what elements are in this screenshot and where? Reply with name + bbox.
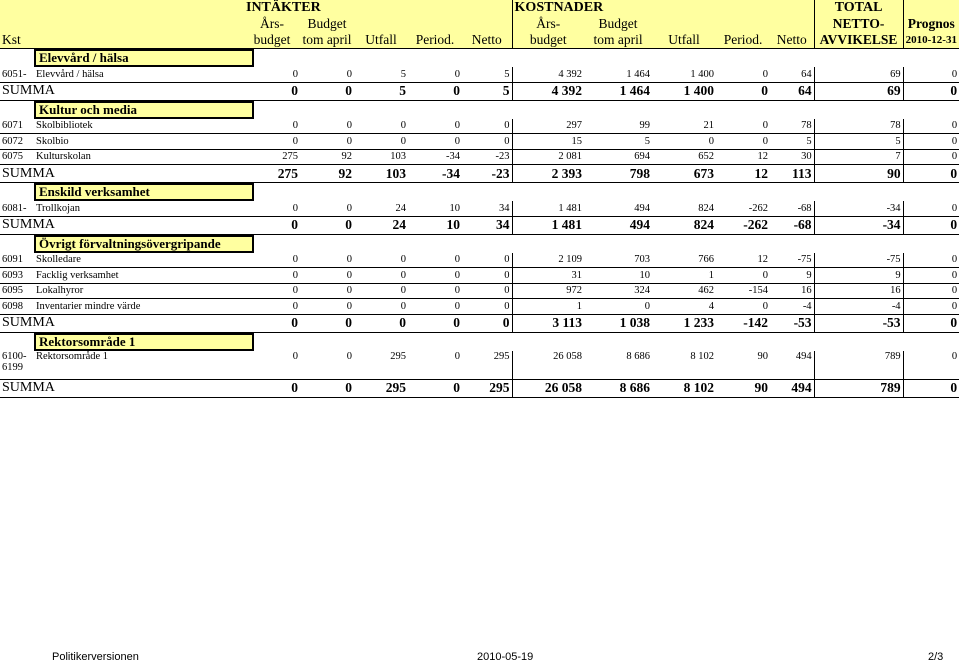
row-name: Skolledare: [34, 253, 244, 268]
value-cell: -75: [770, 253, 814, 268]
value-cell: 0: [462, 268, 512, 284]
value-cell: 0: [354, 268, 408, 284]
value-cell: 972: [512, 283, 584, 299]
value-cell: 0: [408, 119, 462, 134]
row-name: Elevvård / hälsa: [34, 67, 244, 82]
value-cell: 0: [300, 268, 354, 284]
summa-row: [0, 82, 959, 100]
value-cell: 1 481: [512, 201, 584, 216]
value-cell: 0: [300, 253, 354, 268]
row-name: Facklig verksamhet: [34, 268, 244, 284]
value-cell: 0: [903, 253, 959, 268]
footer-date: 2010-05-19: [477, 651, 534, 663]
value-cell: 0: [903, 268, 959, 284]
budget-label-1: Budget: [300, 16, 354, 32]
value-cell: 0: [462, 253, 512, 268]
section-title-cell: [34, 49, 959, 68]
value-cell: 2 081: [512, 149, 584, 165]
footer-page-number: 2/3: [928, 651, 944, 663]
summa-value: -142: [716, 314, 770, 332]
value-cell: 0: [408, 351, 462, 380]
summa-row: [0, 165, 959, 183]
netto-1: Netto: [462, 32, 512, 49]
summa-value: 0: [300, 314, 354, 332]
value-cell: 1: [512, 299, 584, 315]
value-cell: 90: [716, 351, 770, 380]
summa-value: 0: [244, 82, 300, 100]
total-heading: TOTAL: [814, 0, 903, 16]
value-cell: 0: [244, 283, 300, 299]
ars-label-1: Års-: [244, 16, 300, 32]
value-cell: 703: [584, 253, 652, 268]
summa-label: SUMMA: [0, 379, 244, 397]
value-cell: 34: [462, 201, 512, 216]
value-cell: 0: [408, 299, 462, 315]
summa-value: 0: [716, 82, 770, 100]
value-cell: 0: [300, 201, 354, 216]
kst-code: [0, 119, 34, 134]
section-title-cell: [34, 100, 959, 119]
value-cell: 10: [408, 201, 462, 216]
summa-value: 1 038: [584, 314, 652, 332]
summa-value: -34: [814, 216, 903, 234]
summa-value: 5: [462, 82, 512, 100]
summa-value: 69: [814, 82, 903, 100]
summa-value: -68: [770, 216, 814, 234]
tom-april-2: tom april: [584, 32, 652, 49]
summa-value: 90: [716, 379, 770, 397]
section-spacer: [0, 49, 34, 68]
kst-code: [0, 201, 34, 216]
footer-version: Politikerversionen: [52, 651, 139, 663]
value-cell: 0: [408, 268, 462, 284]
kst-code: [0, 67, 34, 82]
summa-value: 0: [244, 216, 300, 234]
table-row: [0, 283, 959, 299]
value-cell: 7: [814, 149, 903, 165]
value-cell: 0: [716, 134, 770, 150]
value-cell: 78: [814, 119, 903, 134]
summa-row: [0, 379, 959, 397]
value-cell: 0: [408, 134, 462, 150]
summa-value: 798: [584, 165, 652, 183]
summa-value: 295: [462, 379, 512, 397]
value-cell: 2 109: [512, 253, 584, 268]
kst-code: [0, 134, 34, 150]
summa-value: 1 464: [584, 82, 652, 100]
section-title: Elevvård / hälsa: [34, 49, 254, 67]
value-cell: 10: [584, 268, 652, 284]
value-cell: 0: [244, 134, 300, 150]
summa-label: SUMMA: [0, 216, 244, 234]
value-cell: 0: [903, 119, 959, 134]
value-cell: 8 102: [652, 351, 716, 380]
value-cell: -34: [408, 149, 462, 165]
value-cell: 295: [354, 351, 408, 380]
section-title-cell: [34, 183, 959, 202]
value-cell: 462: [652, 283, 716, 299]
value-cell: -75: [814, 253, 903, 268]
table-row: [0, 253, 959, 268]
summa-value: 8 686: [584, 379, 652, 397]
kst-code: [0, 283, 34, 299]
intakter-heading: INTÄKTER: [244, 0, 512, 16]
value-cell: 1 400: [652, 67, 716, 82]
value-cell: 0: [716, 67, 770, 82]
summa-value: -53: [814, 314, 903, 332]
table-row: [0, 134, 959, 150]
value-cell: 0: [903, 351, 959, 380]
prognos-heading: Prognos: [903, 16, 959, 32]
table-row: [0, 149, 959, 165]
value-cell: 0: [903, 299, 959, 315]
value-cell: -23: [462, 149, 512, 165]
row-name: Lokalhyror: [34, 283, 244, 299]
kst-code-value: 6051-: [2, 68, 27, 80]
netto-total-label: NETTO-: [814, 16, 903, 32]
summa-value: 0: [244, 314, 300, 332]
value-cell: 652: [652, 149, 716, 165]
value-cell: 0: [903, 149, 959, 165]
value-cell: 12: [716, 149, 770, 165]
kst-code: [0, 351, 34, 380]
summa-value: 92: [300, 165, 354, 183]
row-name: Skolbio: [34, 134, 244, 150]
value-cell: 12: [716, 253, 770, 268]
value-cell: 31: [512, 268, 584, 284]
row-name: Inventarier mindre värde: [34, 299, 244, 315]
value-cell: 16: [770, 283, 814, 299]
value-cell: -68: [770, 201, 814, 216]
summa-value: 34: [462, 216, 512, 234]
value-cell: 766: [652, 253, 716, 268]
summa-value: 1 233: [652, 314, 716, 332]
value-cell: 0: [652, 134, 716, 150]
tom-april-1: tom april: [300, 32, 354, 49]
utfall-2: Utfall: [652, 32, 716, 49]
table-row: [0, 67, 959, 82]
section-title: Övrigt förvaltningsövergripande: [34, 235, 254, 253]
summa-value: 824: [652, 216, 716, 234]
summa-value: 103: [354, 165, 408, 183]
section-header-row: [0, 100, 959, 119]
summa-value: 0: [903, 216, 959, 234]
value-cell: 0: [244, 119, 300, 134]
section-title: Enskild verksamhet: [34, 183, 254, 201]
summa-value: 789: [814, 379, 903, 397]
summa-value: -34: [408, 165, 462, 183]
value-cell: 0: [244, 201, 300, 216]
value-cell: 9: [814, 268, 903, 284]
summa-value: 2 393: [512, 165, 584, 183]
value-cell: 69: [814, 67, 903, 82]
summa-row: [0, 216, 959, 234]
section-spacer: [0, 234, 34, 253]
budget-label-2: Budget: [584, 16, 652, 32]
value-cell: 0: [354, 134, 408, 150]
value-cell: 0: [354, 253, 408, 268]
value-cell: -34: [814, 201, 903, 216]
summa-value: 295: [354, 379, 408, 397]
summa-value: 494: [584, 216, 652, 234]
section-header-row: [0, 183, 959, 202]
value-cell: 789: [814, 351, 903, 380]
value-cell: 0: [300, 134, 354, 150]
summa-value: 64: [770, 82, 814, 100]
value-cell: 0: [462, 299, 512, 315]
summa-value: 8 102: [652, 379, 716, 397]
value-cell: 494: [584, 201, 652, 216]
value-cell: 0: [408, 253, 462, 268]
value-cell: 324: [584, 283, 652, 299]
value-cell: 1 464: [584, 67, 652, 82]
kst-code: [0, 299, 34, 315]
kst-code-value-2: 6199: [2, 361, 23, 373]
kst-code: [0, 149, 34, 165]
summa-label: SUMMA: [0, 82, 244, 100]
value-cell: 21: [652, 119, 716, 134]
kst-code: [0, 268, 34, 284]
section-header-row: [0, 234, 959, 253]
value-cell: 5: [354, 67, 408, 82]
kostnader-heading: KOSTNADER: [512, 0, 814, 16]
value-cell: 1: [652, 268, 716, 284]
value-cell: 694: [584, 149, 652, 165]
summa-value: 3 113: [512, 314, 584, 332]
value-cell: 92: [300, 149, 354, 165]
netto-2: Netto: [770, 32, 814, 49]
value-cell: 4 392: [512, 67, 584, 82]
section-header-row: [0, 332, 959, 351]
utfall-1: Utfall: [354, 32, 408, 49]
summa-value: 1 481: [512, 216, 584, 234]
section-title-cell: [34, 332, 959, 351]
value-cell: -154: [716, 283, 770, 299]
table-row: [0, 351, 959, 380]
header-row-3: [0, 32, 959, 49]
ars-label-2: Års-: [512, 16, 584, 32]
value-cell: 0: [300, 299, 354, 315]
kst-code: [0, 253, 34, 268]
row-name: Skolbibliotek: [34, 119, 244, 134]
value-cell: 0: [903, 134, 959, 150]
summa-row: [0, 314, 959, 332]
summa-value: 0: [408, 82, 462, 100]
summa-value: 673: [652, 165, 716, 183]
value-cell: 8 686: [584, 351, 652, 380]
value-cell: 103: [354, 149, 408, 165]
summa-value: 10: [408, 216, 462, 234]
value-cell: 5: [814, 134, 903, 150]
value-cell: 0: [408, 283, 462, 299]
prognos-date: 2010-12-31: [903, 32, 959, 49]
summa-value: 0: [903, 165, 959, 183]
summa-value: 0: [903, 379, 959, 397]
kst-code-value: 6095: [2, 285, 23, 297]
kst-code-value: 6098: [2, 300, 23, 312]
table-row: [0, 119, 959, 134]
value-cell: 0: [462, 134, 512, 150]
value-cell: 295: [462, 351, 512, 380]
value-cell: 0: [354, 283, 408, 299]
table-row: [0, 268, 959, 284]
kst-code-value: 6081-: [2, 202, 27, 214]
value-cell: 24: [354, 201, 408, 216]
section-header-row: [0, 49, 959, 68]
summa-value: 0: [300, 82, 354, 100]
value-cell: 297: [512, 119, 584, 134]
section-title: Kultur och media: [34, 101, 254, 119]
value-cell: -262: [716, 201, 770, 216]
summa-value: 12: [716, 165, 770, 183]
value-cell: -4: [814, 299, 903, 315]
kst-code-value: 6100-: [2, 350, 27, 362]
section-spacer: [0, 332, 34, 351]
value-cell: 0: [244, 253, 300, 268]
value-cell: 0: [408, 67, 462, 82]
value-cell: 5: [770, 134, 814, 150]
avvikelse-label: AVVIKELSE: [814, 32, 903, 49]
kst-code-value: 6071: [2, 120, 23, 132]
value-cell: 275: [244, 149, 300, 165]
summa-value: 24: [354, 216, 408, 234]
kst-heading: Kst: [0, 32, 34, 49]
value-cell: 0: [716, 299, 770, 315]
value-cell: 0: [716, 268, 770, 284]
section-title: Rektorsområde 1: [34, 333, 254, 351]
summa-value: 4 392: [512, 82, 584, 100]
table-row: [0, 299, 959, 315]
header-row-1: [0, 0, 959, 16]
table-row: [0, 201, 959, 216]
value-cell: 0: [354, 299, 408, 315]
summa-value: 1 400: [652, 82, 716, 100]
summa-value: 0: [354, 314, 408, 332]
value-cell: 0: [244, 268, 300, 284]
header-row-2: [0, 16, 959, 32]
summa-value: 0: [300, 216, 354, 234]
value-cell: 0: [300, 67, 354, 82]
value-cell: 5: [462, 67, 512, 82]
value-cell: 494: [770, 351, 814, 380]
period-2: Period.: [716, 32, 770, 49]
value-cell: 0: [244, 351, 300, 380]
row-name: Kulturskolan: [34, 149, 244, 165]
value-cell: 30: [770, 149, 814, 165]
value-cell: 64: [770, 67, 814, 82]
value-cell: 0: [462, 119, 512, 134]
value-cell: 0: [462, 283, 512, 299]
kst-code-value: 6072: [2, 135, 23, 147]
value-cell: 0: [584, 299, 652, 315]
value-cell: 0: [244, 299, 300, 315]
summa-value: 0: [903, 314, 959, 332]
budget-lower-1: budget: [244, 32, 300, 49]
summa-value: 26 058: [512, 379, 584, 397]
value-cell: 26 058: [512, 351, 584, 380]
kst-code-value: 6091: [2, 254, 23, 266]
value-cell: 0: [903, 67, 959, 82]
summa-value: 0: [462, 314, 512, 332]
period-1: Period.: [408, 32, 462, 49]
value-cell: -4: [770, 299, 814, 315]
value-cell: 15: [512, 134, 584, 150]
value-cell: 0: [354, 119, 408, 134]
summa-value: -53: [770, 314, 814, 332]
summa-value: 0: [903, 82, 959, 100]
value-cell: 0: [300, 283, 354, 299]
section-title-cell: [34, 234, 959, 253]
value-cell: 0: [903, 201, 959, 216]
value-cell: 5: [584, 134, 652, 150]
section-spacer: [0, 100, 34, 119]
value-cell: 4: [652, 299, 716, 315]
value-cell: 78: [770, 119, 814, 134]
value-cell: 0: [716, 119, 770, 134]
kst-code-value: 6075: [2, 151, 23, 163]
section-spacer: [0, 183, 34, 202]
row-name: Trollkojan: [34, 201, 244, 216]
value-cell: 824: [652, 201, 716, 216]
summa-value: 275: [244, 165, 300, 183]
value-cell: 9: [770, 268, 814, 284]
value-cell: 99: [584, 119, 652, 134]
value-cell: 0: [903, 283, 959, 299]
summa-value: 5: [354, 82, 408, 100]
value-cell: 16: [814, 283, 903, 299]
summa-value: 0: [244, 379, 300, 397]
summa-value: -23: [462, 165, 512, 183]
value-cell: 0: [300, 351, 354, 380]
summa-value: 0: [408, 379, 462, 397]
value-cell: 0: [244, 67, 300, 82]
summa-label: SUMMA: [0, 165, 244, 183]
summa-value: 494: [770, 379, 814, 397]
row-name: Rektorsområde 1: [34, 351, 244, 380]
budget-lower-2: budget: [512, 32, 584, 49]
summa-value: 0: [300, 379, 354, 397]
summa-value: 113: [770, 165, 814, 183]
summa-value: 0: [408, 314, 462, 332]
summa-label: SUMMA: [0, 314, 244, 332]
value-cell: 0: [300, 119, 354, 134]
summa-value: 90: [814, 165, 903, 183]
kst-code-value: 6093: [2, 269, 23, 281]
summa-value: -262: [716, 216, 770, 234]
